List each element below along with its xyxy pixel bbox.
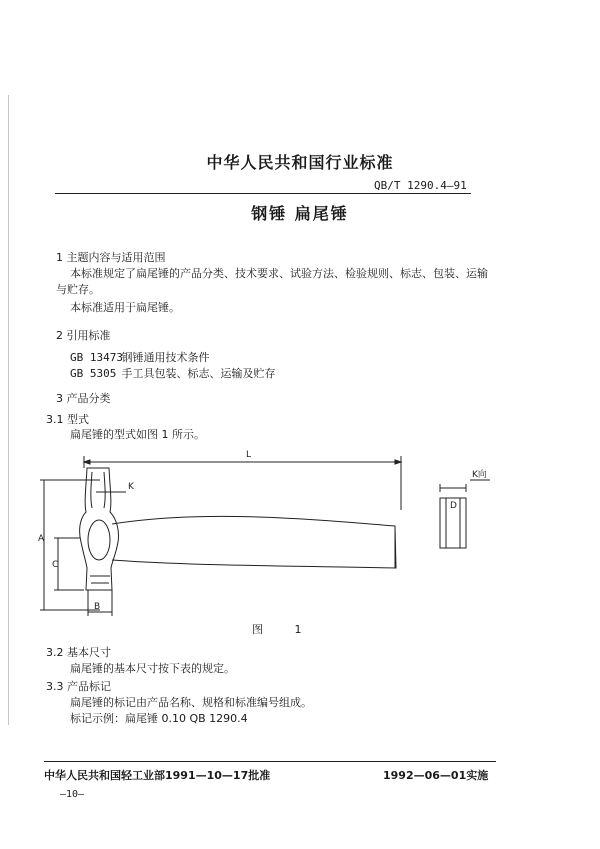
figure-caption: 图 1 (252, 623, 316, 636)
header-rule (55, 193, 471, 194)
section-1-paragraph-line-1: 本标准规定了扁尾锤的产品分类、技术要求、试验方法、检验规则、标志、包装、运输 (70, 267, 488, 280)
standard-title: 中华人民共和国行业标准 (206, 153, 394, 172)
implementation-date: 1992—06—01实施 (383, 769, 489, 782)
reference-item (70, 365, 276, 381)
document-title: 钢锤 扁尾锤 (251, 204, 349, 223)
view-label-K: K向 (472, 470, 487, 480)
dimension-label-L: L (246, 450, 252, 460)
section-1-paragraph-line-2: 与贮存。 (56, 283, 100, 296)
section-3-heading: 3 产品分类 (56, 392, 111, 405)
standard-code: QB/T 1290.4—91 (374, 179, 467, 192)
page-edge-rule (8, 95, 9, 725)
reference-code: GB 5305 (70, 367, 117, 380)
reference-code: GB 13473 (70, 351, 123, 364)
reference-title: 手工具包装、标志、运输及贮存 (121, 367, 276, 380)
dimension-label-D: D (450, 501, 457, 511)
approval-statement: 中华人民共和国轻工业部1991—10—17批准 (44, 769, 271, 782)
section-3-2-heading: 3.2 基本尺寸 (46, 646, 111, 659)
section-3-3-heading: 3.3 产品标记 (46, 680, 111, 693)
section-3-1-heading: 3.1 型式 (46, 413, 89, 426)
footer-rule (44, 761, 496, 762)
section-3-1-text: 扁尾锤的型式如图 1 所示。 (70, 428, 205, 441)
section-3-2-text: 扁尾锤的基本尺寸按下表的规定。 (70, 662, 235, 675)
figure-1-drawing (0, 440, 600, 620)
dimension-label-K: K (128, 482, 134, 492)
reference-item (70, 349, 210, 365)
reference-title: 钢锤通用技术条件 (121, 351, 210, 364)
section-1-heading: 1 主题内容与适用范围 (56, 251, 166, 264)
dimension-label-A: A (38, 534, 45, 544)
page-number: —10— (60, 789, 85, 800)
section-1-paragraph-2: 本标准适用于扁尾锤。 (70, 301, 180, 314)
marking-example: 标记示例：扁尾锤 0.10 QB 1290.4 (70, 712, 248, 725)
section-3-3-text: 扁尾锤的标记由产品名称、规格和标准编号组成。 (70, 696, 312, 709)
section-2-heading: 2 引用标准 (56, 329, 111, 342)
dimension-label-B: B (94, 602, 101, 612)
dimension-label-C: C (52, 560, 59, 570)
